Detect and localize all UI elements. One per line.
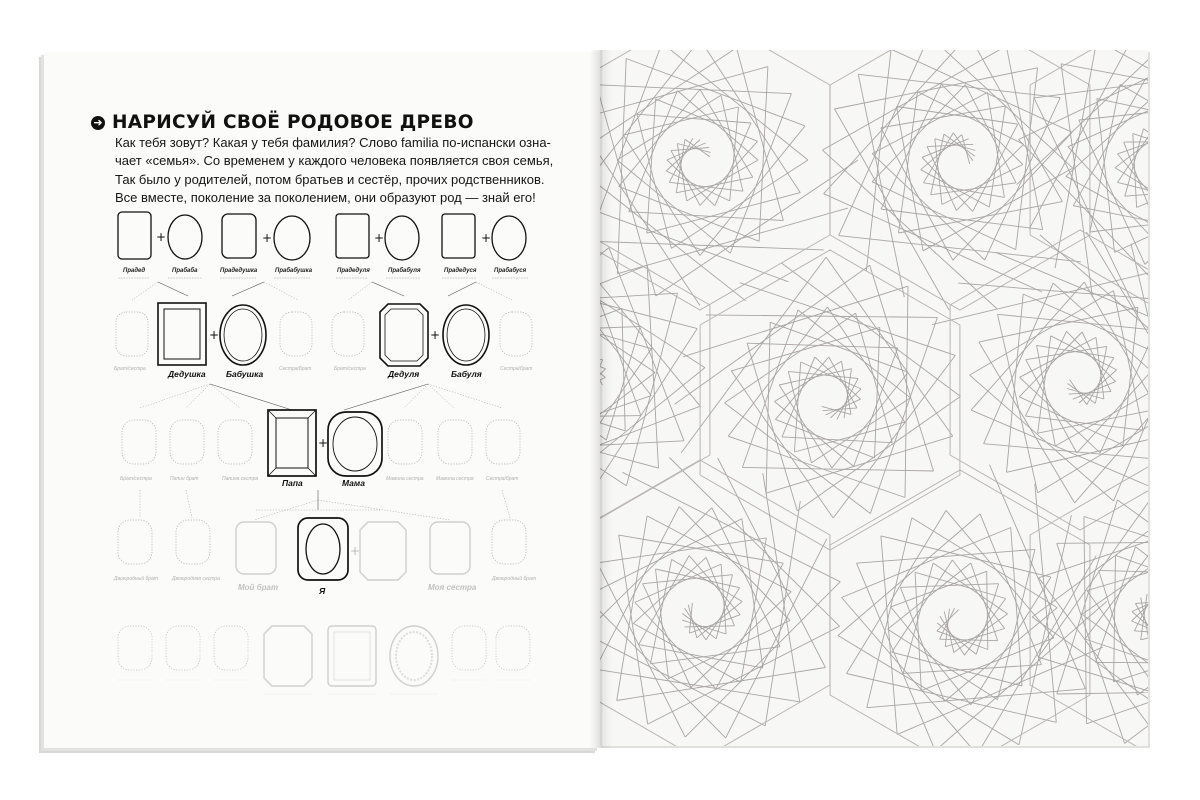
portrait-frame-faint[interactable] [430,522,470,574]
plus-sign: + [350,544,361,558]
portrait-frame-dotted[interactable] [452,626,486,670]
portrait-frame-dotted[interactable] [280,312,312,356]
great-grandparents-row [118,212,528,278]
frame-inner [334,632,370,680]
frame-inner [396,632,432,680]
portrait-frame-rect[interactable] [158,303,206,365]
portrait-frame-dotted[interactable] [438,420,472,464]
portrait-frame-dotted[interactable] [166,626,200,670]
label-uncle-aunt-6: Сестра/брат [486,476,519,482]
portrait-frame-faint[interactable] [236,522,276,574]
label-praba: Прабаба [172,268,198,274]
label-cousin-1: Двоюродный брат [114,576,159,582]
label-grand-sibling-3: Брат/сестра [334,366,366,372]
portrait-frame-faint[interactable] [390,626,438,686]
label-my-brother: Мой брат [238,583,279,592]
label-uncle-aunt-1: Брат/сестра [120,476,152,482]
page-title: НАРИСУЙ СВОЁ РОДОВОЕ ДРЕВО [112,112,474,133]
label-dedulya: Дедуля [388,369,420,379]
portrait-frame-dotted[interactable] [170,420,204,464]
frame-inner [276,418,308,468]
portrait-frame-rect[interactable] [268,410,316,476]
label-mama: Мама [342,478,365,488]
portrait-frame-oval[interactable] [385,216,419,260]
portrait-frame-dotted[interactable] [176,520,210,564]
plus-sign: + [481,231,492,245]
plus-sign: + [262,231,273,245]
label-pradedusya: Прадедуся [444,268,477,274]
intro-line-3: Так было у родителей, потом братьев и сестёр, прочих родственников. [115,171,545,187]
intro-line-1: Как тебя зовут? Какая у тебя фамилия? Слово familia по-испански озна- [115,135,551,150]
label-uncle-aunt-5: Мамина сестра [436,476,474,482]
portrait-frame-oval[interactable] [274,216,310,260]
label-prababushka: Прабабушка [275,268,313,274]
portrait-frame-rounded[interactable] [328,412,382,476]
plus-sign: + [318,436,329,450]
portrait-frame-dotted[interactable] [118,520,152,564]
plus-sign: + [430,328,441,342]
portrait-frame-dotted[interactable] [332,312,364,356]
label-praded: Прадед [123,268,146,274]
label-grand-sibling-2: Сестра/брат [279,366,312,372]
label-papa: Папа [282,478,303,488]
portrait-frame-dotted[interactable] [388,420,422,464]
portrait-frame-rect[interactable] [336,214,369,258]
label-prababusya: Прабабуся [494,268,527,274]
portrait-frame-rect[interactable] [442,214,475,258]
frame-inner [224,309,262,361]
portrait-frame-dotted[interactable] [500,312,532,356]
frame-inner [333,417,377,471]
label-cousin-3: Двоюродный брат [492,576,537,582]
arrow-right-circle-icon: ➜ [91,116,105,130]
intro-line-2: чает «семья». Со временем у каждого человека появляется своя семья, [115,153,554,169]
intro-line-4: Все вместе, поколение за поколением, они образуют род — знай его! [115,190,536,206]
frame-inner [164,309,200,359]
label-uncle-aunt-4: Мамина сестра [386,476,424,482]
portrait-frame-oval[interactable] [220,305,266,365]
label-babulya: Бабуля [451,369,482,379]
label-dedushka: Дедушка [168,369,206,379]
children-row [113,518,536,596]
label-grand-sibling-1: Брат/сестра [114,366,146,372]
portrait-frame-dotted[interactable] [118,626,152,670]
portrait-frame-faint[interactable] [264,626,312,686]
plus-sign: + [374,231,385,245]
parents-row [120,410,520,488]
label-grand-sibling-4: Сестра/брат [500,366,533,372]
label-prababulya: Прабабуля [388,268,421,274]
plus-sign: + [209,328,220,342]
portrait-frame-oval[interactable] [443,305,489,365]
grandparents-row [114,303,532,379]
portrait-frame-rect[interactable] [222,214,256,258]
portrait-frame-dotted[interactable] [214,626,248,670]
portrait-frame-dotted[interactable] [116,312,148,356]
portrait-frame-dotted[interactable] [496,626,530,670]
plus-sign: + [156,230,167,244]
label-babushka: Бабушка [226,369,264,379]
label-uncle-aunt-3: Папина сестра [222,476,259,482]
label-my-sister: Моя сестра [428,583,477,592]
frame-inner [447,309,485,361]
portrait-frame-dotted[interactable] [492,520,526,564]
label-pradedulya: Прадедуля [337,268,370,274]
frame-inner [306,524,340,574]
portrait-frame-dotted[interactable] [218,420,252,464]
portrait-frame-oval[interactable] [492,216,526,260]
frame-inner [385,309,423,361]
label-uncle-aunt-2: Папин брат [170,476,199,482]
next-generation-row [118,626,530,694]
portrait-frame-dotted[interactable] [486,420,520,464]
portrait-frame-faint[interactable] [328,626,376,686]
portrait-frame-rect[interactable] [118,212,151,259]
label-cousin-2: Двоюродная сестра [172,576,220,582]
portrait-frame-dotted[interactable] [122,420,156,464]
portrait-frame-oval[interactable] [168,215,202,259]
portrait-frame-faint[interactable] [360,522,406,580]
tree-connectors-dotted [132,282,512,520]
label-me: Я [319,586,326,596]
label-pradedushka: Прадедушка [220,268,258,274]
